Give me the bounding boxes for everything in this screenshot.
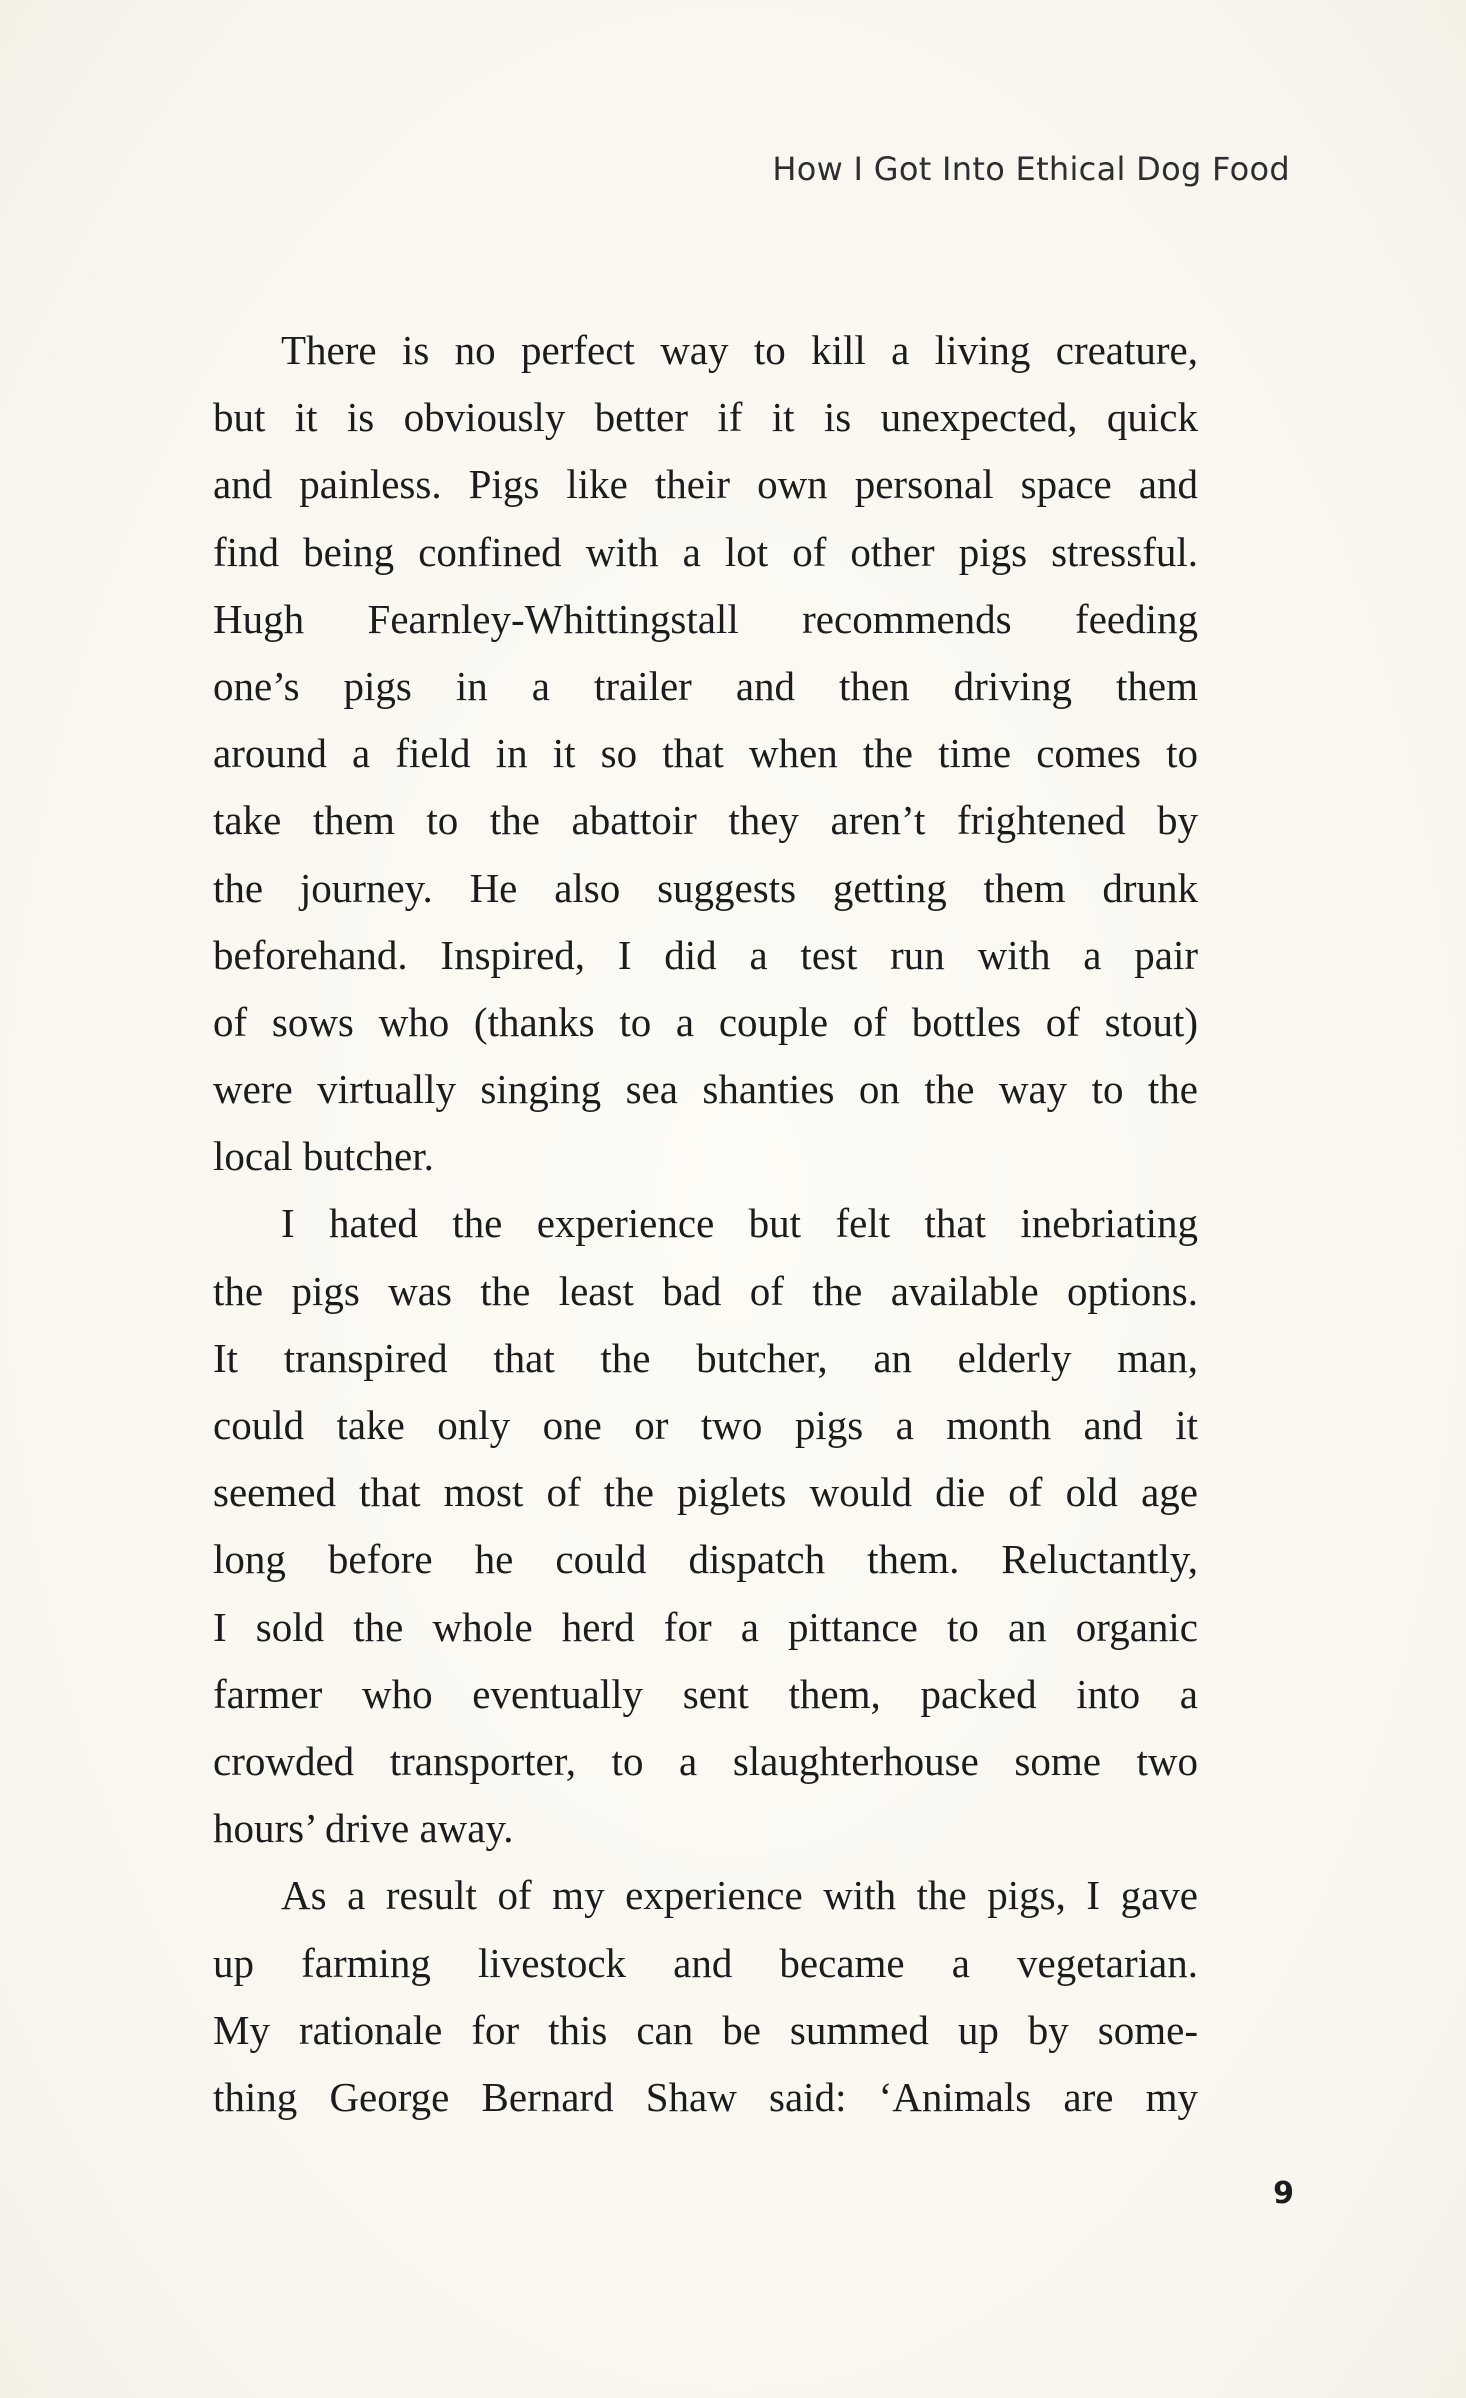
text-line: the pigs was the least bad of the available options.: [213, 1267, 1198, 1314]
text-line: and painless. Pigs like their own personal space and: [213, 461, 1198, 508]
text-line: hours’ drive away.: [213, 1805, 514, 1852]
text-line: It transpired that the butcher, an elderly man,: [213, 1334, 1198, 1381]
text-line: the journey. He also suggests getting them drunk: [213, 864, 1198, 911]
text-line: I sold the whole herd for a pittance to an organic: [213, 1603, 1198, 1650]
text-line: Hugh Fearnley-Whittingstall recommends feeding: [213, 595, 1198, 642]
text-line: take them to the abattoir they aren’t frightened by: [213, 797, 1198, 844]
text-line: beforehand. Inspired, I did a test run with a pair: [213, 931, 1198, 978]
text-line: local butcher.: [213, 1133, 434, 1180]
text-line: crowded transporter, to a slaughterhouse some two: [213, 1737, 1198, 1784]
text-line: long before he could dispatch them. Reluctantly,: [213, 1536, 1198, 1583]
page-number: 9: [1273, 2176, 1294, 2211]
body-text: [213, 317, 1198, 2131]
text-line: seemed that most of the piglets would die of old age: [213, 1469, 1198, 1516]
text-line: thing George Bernard Shaw said: ‘Animals are my: [213, 2073, 1198, 2120]
text-line: could take only one or two pigs a month and it: [213, 1402, 1198, 1448]
text-line: As a result of my experience with the pigs, I gave: [281, 1872, 1198, 1919]
paragraph: [213, 1190, 1198, 1862]
text-line: were virtually singing sea shanties on the way to the: [213, 1066, 1198, 1113]
text-line: of sows who (thanks to a couple of bottles of stout): [213, 998, 1198, 1045]
text-line: farmer who eventually sent them, packed into a: [213, 1670, 1198, 1717]
text-line: find being confined with a lot of other pigs stressful.: [213, 528, 1198, 575]
text-line: one’s pigs in a trailer and then driving them: [213, 662, 1198, 709]
running-head: How I Got Into Ethical Dog Food: [772, 150, 1290, 188]
text-line: My rationale for this can be summed up by some-: [213, 2006, 1198, 2053]
paragraph: [213, 1862, 1198, 2131]
text-line: up farming livestock and became a vegetarian.: [213, 1939, 1198, 1986]
text-line: There is no perfect way to kill a living creature,: [281, 327, 1198, 373]
paragraph: [213, 317, 1198, 1190]
text-line: but it is obviously better if it is unexpected, quick: [213, 394, 1198, 441]
text-line: I hated the experience but felt that inebriating: [281, 1200, 1198, 1247]
text-line: around a field in it so that when the time comes to: [213, 730, 1198, 777]
